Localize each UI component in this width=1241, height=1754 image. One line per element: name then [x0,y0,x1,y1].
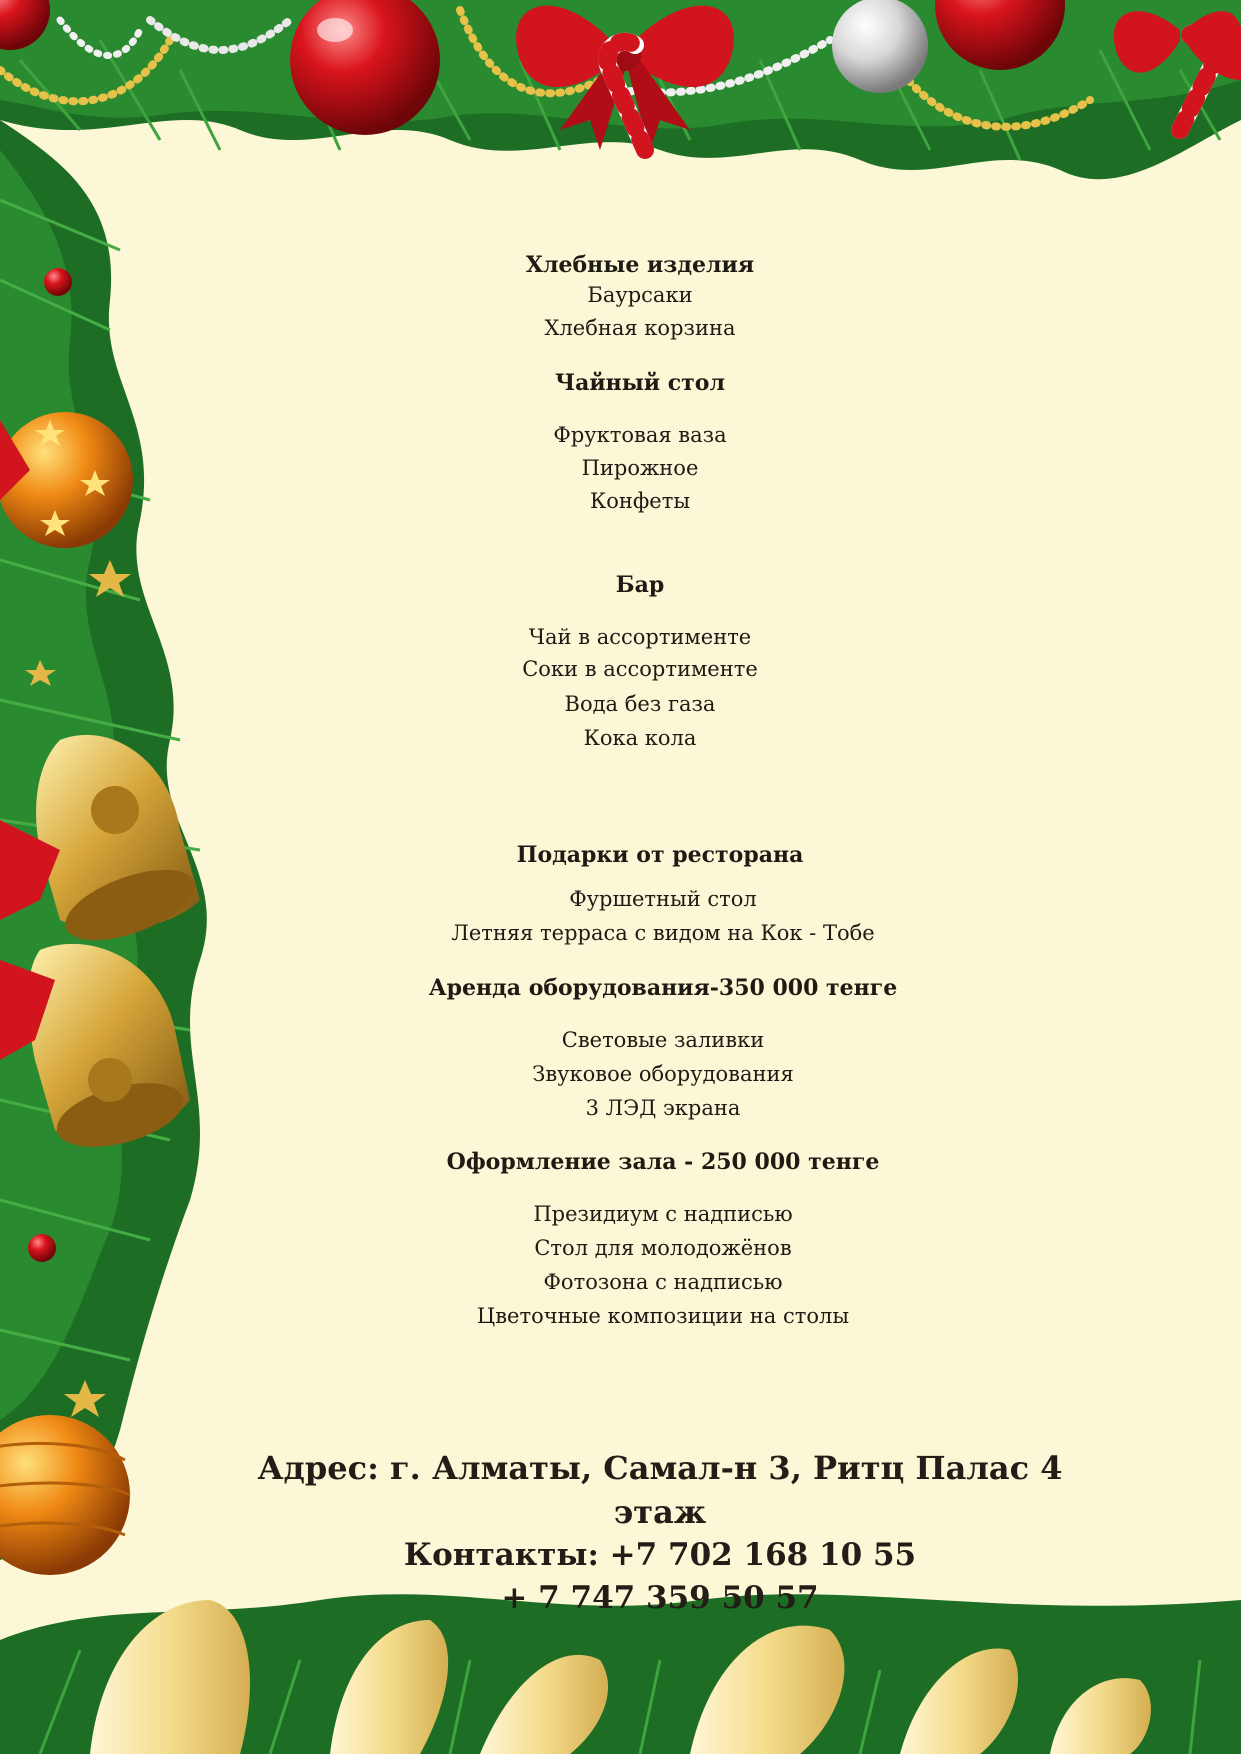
menu-item: Фотозона с надписью [543,1270,783,1294]
menu-item: Фуршетный стол [569,887,757,911]
menu-item: Звуковое оборудования [532,1062,794,1086]
menu-item: Летняя терраса с видом на Кок - Тобе [451,921,875,945]
menu-item: Баурсаки [587,283,693,307]
section-heading: Аренда оборудования-350 000 тенге [428,975,898,1001]
section-heading: Чайный стол [554,370,725,396]
second-phone: + 7 747 359 50 57 [501,1580,819,1616]
menu-item: Хлебная корзина [544,316,736,340]
section-heading: Бар [615,572,665,598]
menu-item: Цветочные композиции на столы [476,1304,850,1328]
menu-item: Стол для молодожёнов [534,1236,792,1260]
address-text: Адрес: г. Алматы, Самал-н 3, Ритц Палас 4 этаж [257,1449,1063,1531]
menu-item: Пирожное [581,456,699,480]
menu-item: Фруктовая ваза [553,423,727,447]
section-heading: Оформление зала - 250 000 тенге [446,1149,880,1175]
menu-item: Кока кола [583,726,697,750]
contact-footer [230,1446,1090,1620]
menu-item: Соки в ассортименте [522,657,758,681]
section-heading: Хлебные изделия [525,252,755,278]
menu-item: Световые заливки [561,1028,765,1052]
section-heading: Подарки от ресторана [516,842,804,868]
contacts-phone: Контакты: +7 702 168 10 55 [403,1537,917,1573]
menu-item: 3 ЛЭД экрана [585,1096,741,1120]
menu-item: Президиум с надписью [533,1202,793,1226]
menu-item: Чай в ассортименте [528,625,752,649]
menu-item: Конфеты [589,489,691,513]
menu-item: Вода без газа [564,692,716,716]
